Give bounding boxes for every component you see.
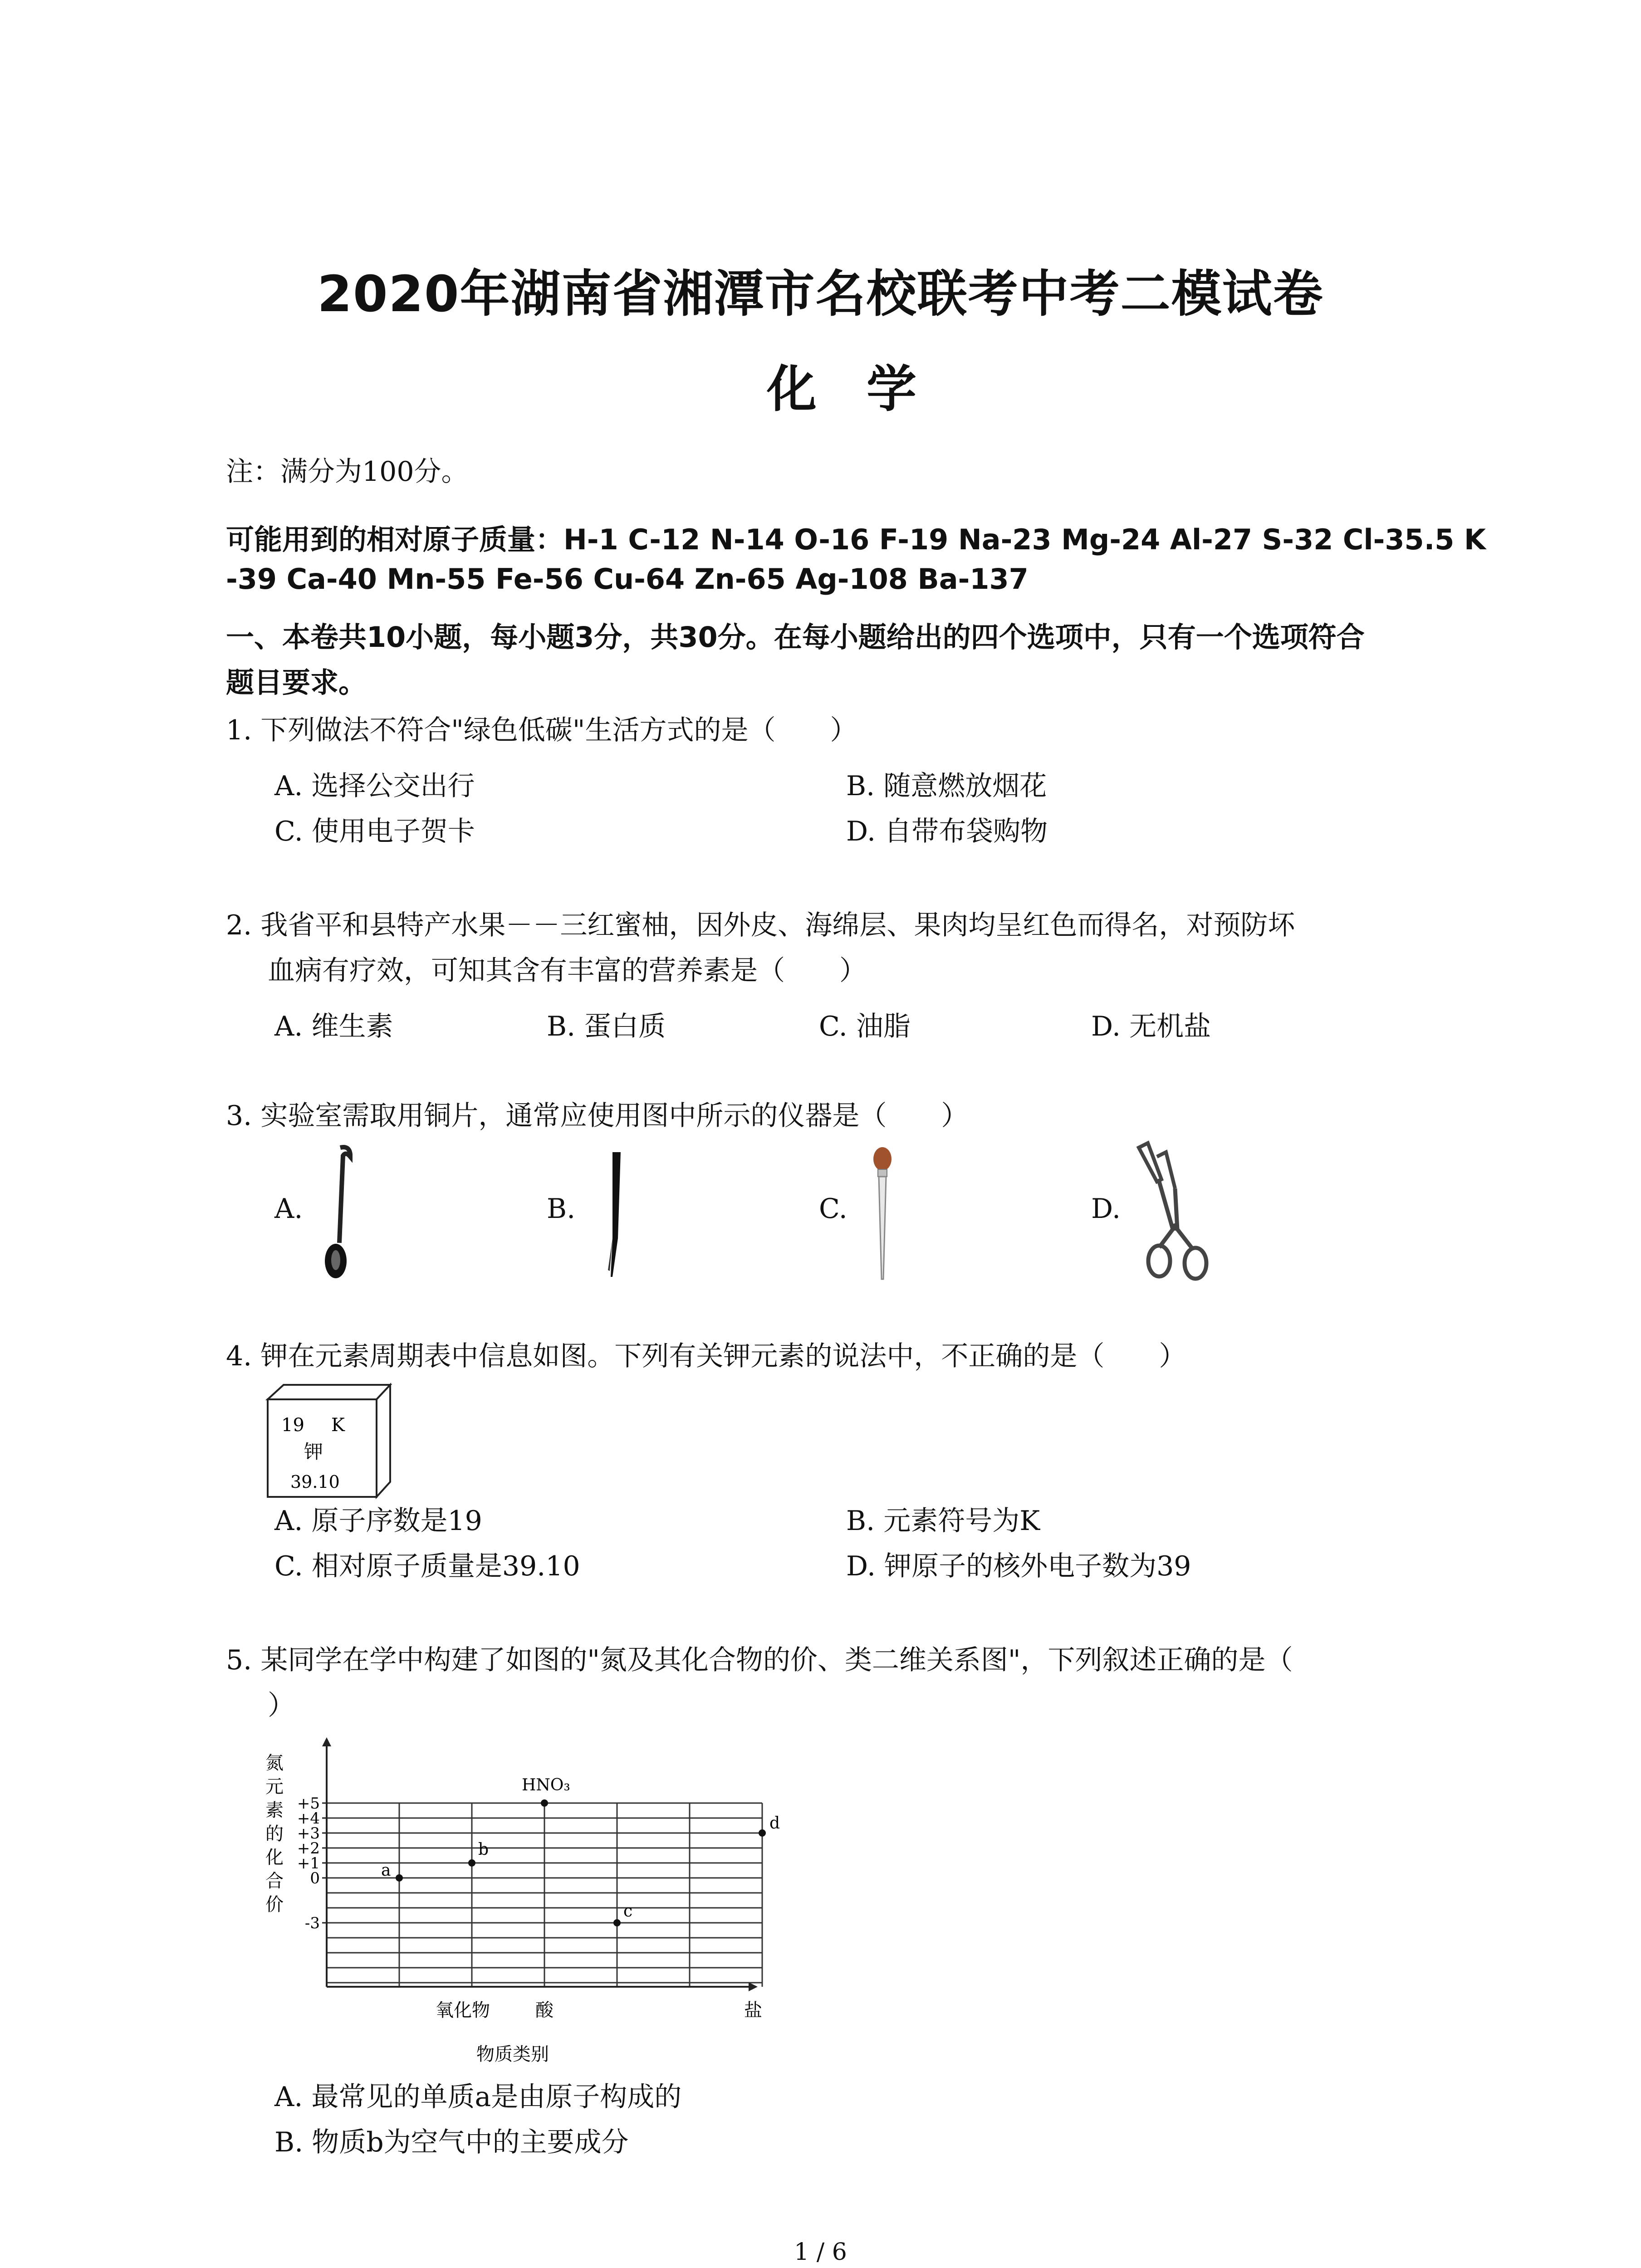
point-label: b <box>478 1840 489 1859</box>
y-tick-label: -3 <box>304 1914 320 1932</box>
q2-option-a: A. 维生素 <box>274 1011 393 1042</box>
x-axis-label: 物质类别 <box>476 2044 549 2065</box>
q5-option-b: B. 物质b为空气中的主要成分 <box>274 2126 629 2158</box>
spoon-icon <box>313 1143 363 1279</box>
atomic-masses-line1: 可能用到的相对原子质量：H-1 C-12 N-14 O-16 F-19 Na-23 Mg-24 Al-27 S-32 Cl-35.5 K <box>226 523 1486 556</box>
point-0 <box>396 1874 403 1882</box>
point-3 <box>613 1919 621 1926</box>
y-tick-label: +4 <box>297 1809 320 1828</box>
q1-option-b: B. 随意燃放烟花 <box>846 770 1047 802</box>
q5-stem-line1: 5. 某同学在学中构建了如图的"氮及其化合物的价、类二维关系图"，下列叙述正确的是（ <box>226 1644 1293 1676</box>
page-number: 1 / 6 <box>794 2239 847 2266</box>
section-header-line1: 一、本卷共10小题，每小题3分，共30分。在每小题给出的四个选项中，只有一个选项符合 <box>226 621 1365 654</box>
point-2 <box>541 1799 548 1807</box>
q2-option-b: B. 蛋白质 <box>547 1011 666 1042</box>
element-number: 19 <box>281 1415 304 1436</box>
q1-option-c: C. 使用电子贺卡 <box>274 816 475 847</box>
y-tick-label: +2 <box>297 1839 320 1857</box>
valence-category-chart <box>254 1737 789 2068</box>
y-axis-label-char: 的 <box>265 1823 284 1844</box>
point-label: a <box>381 1861 391 1880</box>
element-symbol: K <box>331 1415 345 1436</box>
x-tick-label: 酸 <box>535 2000 554 2021</box>
q2-stem-line2: 血病有疗效，可知其含有丰富的营养素是（ ） <box>268 955 867 987</box>
q1-option-d: D. 自带布袋购物 <box>846 816 1048 847</box>
element-card <box>263 1381 395 1504</box>
q4-option-a: A. 原子序数是19 <box>274 1505 482 1537</box>
y-axis-label-char: 合 <box>265 1871 284 1892</box>
q5-stem-line2: ） <box>268 1690 295 1721</box>
crucible-tongs-icon <box>1130 1139 1220 1284</box>
q2-option-c: C. 油脂 <box>819 1011 911 1042</box>
y-tick-label: +5 <box>297 1794 320 1813</box>
tweezers-icon <box>594 1148 635 1284</box>
q1-option-a: A. 选择公交出行 <box>274 770 475 802</box>
dropper-icon <box>864 1143 901 1288</box>
y-axis-label-char: 化 <box>265 1847 284 1868</box>
q4-stem: 4. 钾在元素周期表中信息如图。下列有关钾元素的说法中，不正确的是（ ） <box>226 1340 1186 1372</box>
q4-option-b: B. 元素符号为K <box>846 1505 1040 1537</box>
page-title: 2020年湖南省湘潭市名校联考中考二模试卷 <box>317 265 1324 323</box>
element-name: 钾 <box>304 1441 323 1463</box>
point-label: HNO₃ <box>522 1776 570 1794</box>
point-4 <box>759 1829 766 1837</box>
y-axis-arrow <box>322 1737 331 1746</box>
y-axis-label-char: 氮 <box>265 1753 284 1774</box>
q4-option-d: D. 钾原子的核外电子数为39 <box>846 1550 1191 1582</box>
q2-stem-line1: 2. 我省平和县特产水果－－三红蜜柚，因外皮、海绵层、果肉均呈红色而得名，对预防坏 <box>226 909 1295 941</box>
y-axis-label-char: 元 <box>265 1776 284 1797</box>
y-axis-label-char: 素 <box>265 1800 284 1821</box>
chart-grid <box>327 1803 762 1987</box>
x-tick-label: 盐 <box>744 2000 762 2021</box>
q3-option-b: B. <box>547 1193 576 1225</box>
q5-option-a: A. 最常见的单质a是由原子构成的 <box>274 2081 682 2113</box>
q4-option-c: C. 相对原子质量是39.10 <box>274 1550 580 1582</box>
y-tick-label: 0 <box>310 1869 320 1887</box>
x-axis-arrow <box>749 1982 758 1991</box>
q2-option-d: D. 无机盐 <box>1091 1011 1211 1042</box>
q3-option-a: A. <box>274 1193 303 1225</box>
atomic-masses-line2: -39 Ca-40 Mn-55 Fe-56 Cu-64 Zn-65 Ag-108 Ba-137 <box>226 562 1029 596</box>
section-header-line2: 题目要求。 <box>226 666 367 699</box>
subject-title: 化学 <box>767 360 966 418</box>
y-tick-label: +3 <box>297 1824 320 1843</box>
score-note: 注：满分为100分。 <box>226 456 469 488</box>
y-axis-label <box>265 1753 284 1915</box>
point-label: d <box>769 1814 780 1833</box>
q1-stem: 1. 下列做法不符合"绿色低碳"生活方式的是（ ） <box>226 714 857 746</box>
y-tick-label: +1 <box>297 1854 320 1872</box>
q3-option-c: C. <box>819 1193 847 1225</box>
q3-option-d: D. <box>1091 1193 1121 1225</box>
point-label: c <box>623 1902 633 1921</box>
point-1 <box>468 1859 475 1867</box>
element-mass: 39.10 <box>290 1472 340 1492</box>
q3-stem: 3. 实验室需取用铜片，通常应使用图中所示的仪器是（ ） <box>226 1100 969 1132</box>
x-tick-label: 氧化物 <box>436 2000 490 2021</box>
y-axis-label-char: 价 <box>265 1894 284 1915</box>
